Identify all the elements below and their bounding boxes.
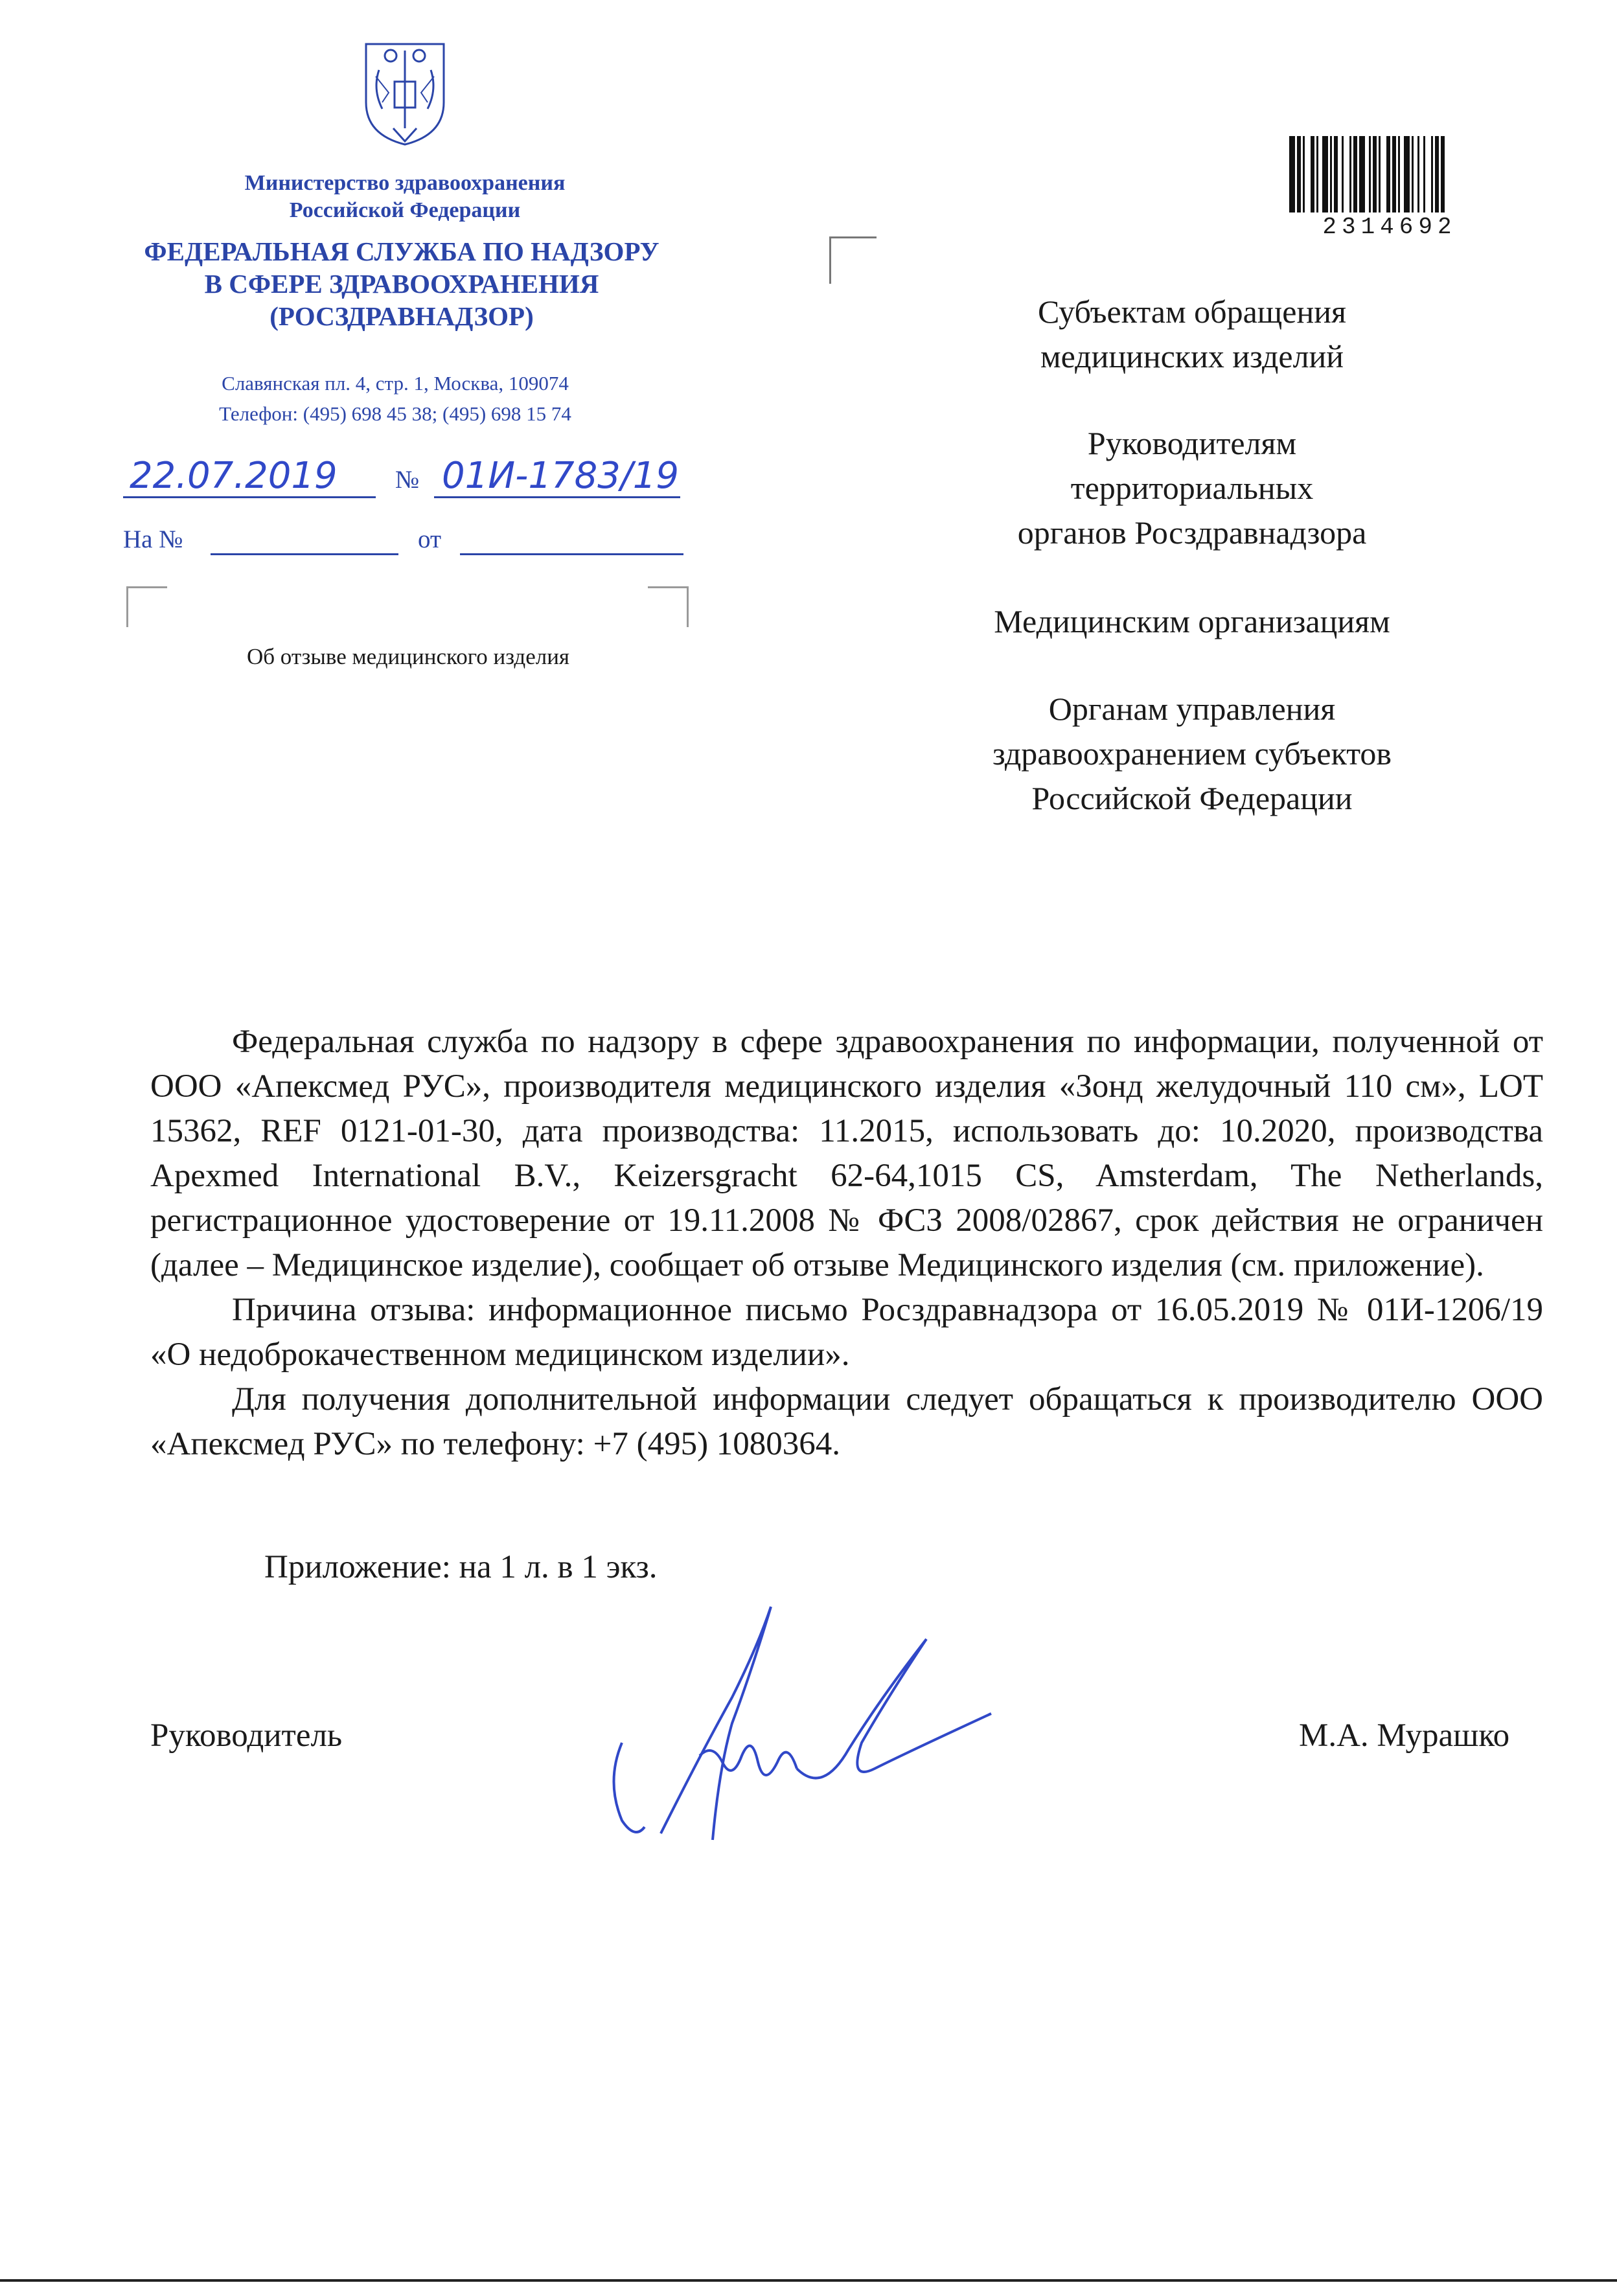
service-address	[149, 368, 641, 429]
service-name	[117, 235, 687, 332]
registration-line	[123, 455, 693, 500]
addressee-4	[894, 687, 1490, 821]
russian-coat-of-arms-icon	[353, 31, 457, 148]
body-paragraph-3: Для получения дополнительной информации следует обращаться к производителю ООО «Апексмед РУС» по телефону: +7 (495) 1080364.	[150, 1381, 1543, 1462]
letter-subject: Об отзыве медицинского изделия	[246, 644, 570, 669]
registration-date: 22.07.2019	[130, 455, 338, 497]
letter-body	[150, 1020, 1543, 1467]
service-line-2: В СФЕРЕ ЗДРАВООХРАНЕНИЯ	[204, 269, 599, 299]
corner-mark-left	[126, 586, 167, 627]
phone-line: Телефон: (495) 698 45 38; (495) 698 15 74	[219, 402, 571, 425]
barcode-icon	[1289, 136, 1490, 212]
body-paragraph-1: Федеральная служба по надзору в сфере здравоохранения по информации, полученной от ООО «Апексмед РУС», производителя медицинского изделия «Зонд желудочный 110 см», LOT 15362, REF 0121-01-30, дата производства: 11.2015, использовать до: 10.2020, производства Apexmed International B.V., Keizersgracht 62-64,1015 CS, Amsterdam, The Netherlands, регистрационное удостоверение от 19.11.2008 № ФСЗ 2008/02867, срок действия не ограничен (далее – Медицинское изделие), сообщает об отзыве Медицинского изделия (см. приложение).	[150, 1024, 1543, 1283]
corner-mark-address	[829, 236, 877, 284]
registration-number-label: №	[395, 466, 420, 494]
ministry-name	[194, 170, 615, 224]
barcode-number: 2314692	[1322, 214, 1457, 240]
addressee-3	[894, 599, 1490, 644]
addressee-line: Руководителям	[1087, 425, 1297, 461]
service-line-3: (РОСЗДРАВНАДЗОР)	[270, 301, 534, 331]
registration-number: 01И-1783/19	[442, 455, 679, 497]
addressee-line: Медицинским организациям	[994, 603, 1390, 639]
signatory-title: Руководитель	[150, 1717, 343, 1754]
signatory-name: М.А. Мурашко	[1299, 1717, 1510, 1754]
service-line-1: ФЕДЕРАЛЬНАЯ СЛУЖБА ПО НАДЗОРУ	[144, 236, 659, 266]
corner-mark-right	[648, 586, 689, 627]
addressee-line: Субъектам обращения	[1038, 293, 1346, 330]
annex-note: Приложение: на 1 л. в 1 экз.	[264, 1549, 658, 1585]
addressee-line: медицинских изделий	[1040, 338, 1344, 374]
addressee-2	[894, 421, 1490, 555]
ministry-line-1: Министерство здравоохранения	[244, 171, 566, 195]
reference-number-label: На №	[123, 525, 183, 553]
address-line: Славянская пл. 4, стр. 1, Москва, 109074	[222, 372, 569, 395]
addressee-line: Органам управления	[1048, 691, 1336, 727]
reference-line	[123, 525, 693, 557]
body-paragraph-2: Причина отзыва: информационное письмо Росздравнадзора от 16.05.2019 № 01И-1206/19 «О недоброкачественном медицинском изделии».	[150, 1292, 1543, 1373]
handwritten-signature-icon	[602, 1594, 1056, 1866]
reference-from-label: от	[418, 525, 442, 553]
addressee-line: Российской Федерации	[1031, 780, 1353, 816]
page-edge-line	[0, 2279, 1617, 2282]
addressee-line: здравоохранением субъектов	[992, 735, 1392, 772]
addressee-line: территориальных	[1070, 470, 1314, 506]
addressee-1	[894, 290, 1490, 379]
addressee-line: органов Росздравнадзора	[1017, 514, 1367, 551]
ministry-line-2: Российской Федерации	[289, 198, 521, 222]
